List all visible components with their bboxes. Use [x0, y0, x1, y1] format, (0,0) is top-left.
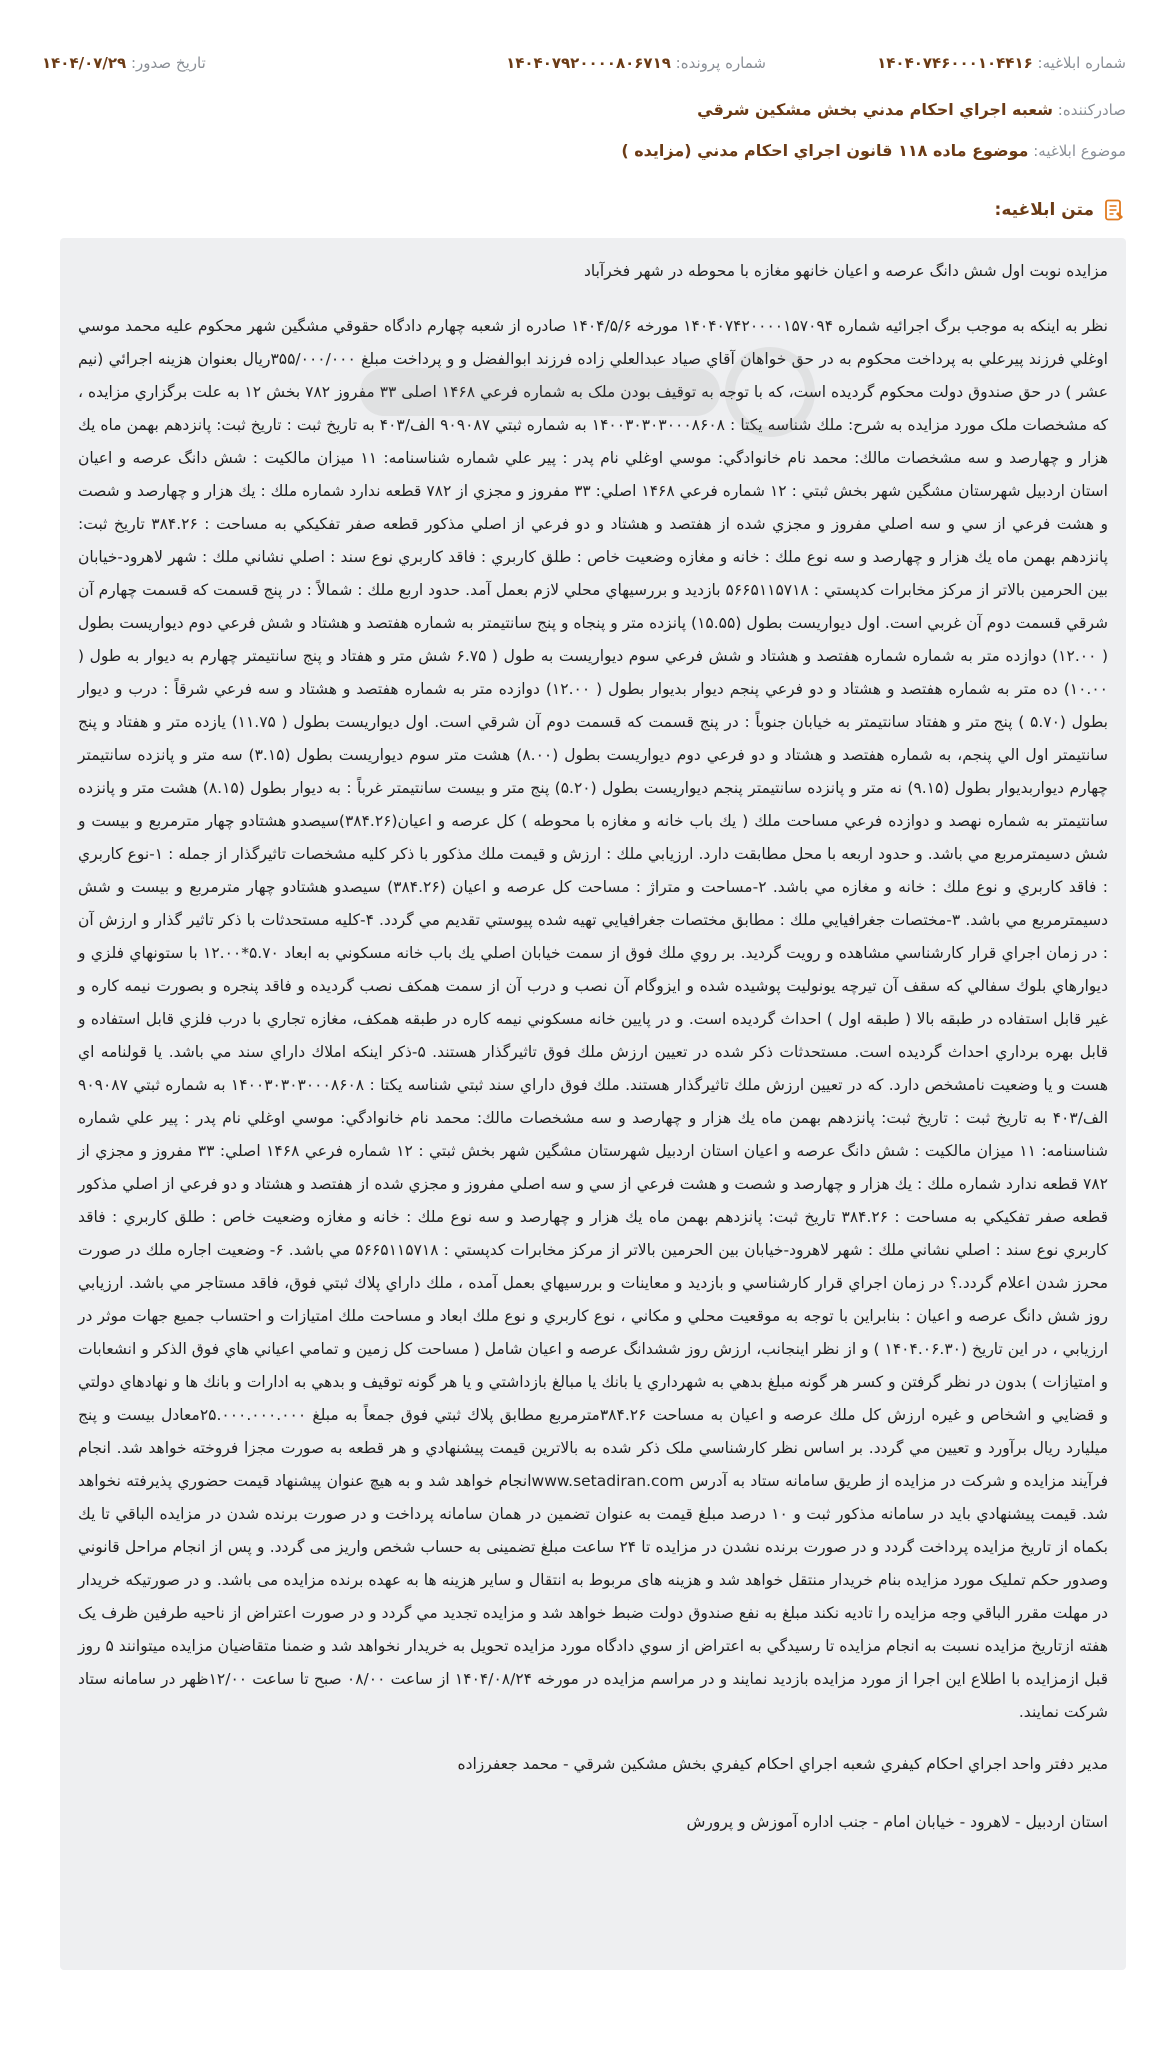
subject-line — [42, 141, 1126, 160]
case-number-value: ۱۴۰۴۰۷۹۲۰۰۰۰۸۰۶۷۱۹ — [506, 54, 671, 72]
notice-number-label: شماره ابلاغيه: — [1037, 54, 1126, 72]
case-number-field — [506, 54, 766, 72]
notice-text-heading — [995, 198, 1126, 222]
notice-number-field — [877, 54, 1126, 72]
issuer-line — [42, 100, 1126, 119]
case-number-label: شماره پرونده: — [675, 54, 766, 72]
notice-address: استان اردبيل - لاهرود - خيابان امام - جنب اداره آموزش و پرورش — [686, 1813, 1108, 1831]
subject-value: موضوع ماده ۱۱۸ قانون اجراي احكام مدني (مزايده ) — [621, 141, 1029, 160]
issue-date-value: ۱۴۰۴/۰۷/۲۹ — [42, 54, 127, 72]
notice-headline: مزايده نوبت اول شش دانگ عرصه و اعيان خانهو مغازه با محوطه در شهر فخرآباد — [583, 262, 1108, 280]
subject-label: موضوع ابلاغيه: — [1033, 142, 1126, 160]
notice-signer: مدير دفتر واحد اجراي احكام كيفري شعبه اجراي احكام كيفري بخش مشكين شرقي - محمد جعفرزاده — [457, 1755, 1108, 1773]
notice-body: نظر به اينكه به موجب برگ اجرائيه شماره ۱۴۰۴۰۷۴۲۰۰۰۰۱۵۷۰۹۴ مورخه ۱۴۰۴/۵/۶ صادره از شعبه چهارم دادگاه حقوقي مشگين شهر محكوم عليه محمد موسي اوغلي فرزند پيرعلي به پرداخت محكوم به در حق خواهان آقاي صياد عبدالعلي زاده فرزند ابوالفضل و و پرداخت مبلغ ۳۵۵/۰۰۰/۰۰۰ريال بعنوان هزينه اجرائي (نيم عشر ) در حق صندوق دولت محكوم گرديده است، كه با توجه به توقيف بودن ملک به شماره فرعي ۱۴۶۸ اصلی ۳۳ مفروز ۷۸۲ بخش ۱۲ به علت برگزاري مزايده ، كه مشخصات ملک مورد مزايده به شرح: ملك شناسه يكتا : ۱۴۰۰۳۰۳۰۳۰۰۰۸۶۰۸ به شماره ثبتي ۹۰۹۰۸۷ الف/۴۰۳ به تاريخ ثبت : تاريخ ثبت: پانزدهم بهمن ماه يك هزار و چهارصد و سه مشخصات مالك: محمد نام خانوادگي: موسي اوغلي نام پدر : پير علي شماره شناسنامه: ۱۱ ميزان مالكيت : شش دانگ عرصه و اعيان استان اردبيل شهرستان مشگين شهر بخش ثبتي : ۱۲ شماره فرعي ۱۴۶۸ اصلي: ۳۳ مفروز و مجزي از ۷۸۲ قطعه ندارد شماره ملك : يك هزار و چهارصد و شصت و هشت فرعي از سي و سه اصلي مفروز و مجزي شده از هفتصد و هشتاد و دو فرعي از اصلي مذكور قطعه صفر تفكيكي به مساحت : ۳۸۴.۲۶ تاريخ ثبت: پانزدهم بهمن ماه يك هزار و چهارصد و سه نوع ملك : خانه و مغازه وضعيت خاص : طلق كاربري : فاقد كاربري نوع سند : اصلي نشاني ملك : شهر لاهرود-خيابان بين الحرمين بالاتر از مركز مخابرات كدپستي : ۵۶۶۵۱۱۵۷۱۸ بازديد و بررسيهاي محلي لازم بعمل آمد. حدود اربع ملك : شمالاً : در پنج قسمت كه قسمت چهارم آن شرقي قسمت دوم آن غربي است. اول ديواريست بطول (۱۵.۵۵) پانزده متر و پنجاه و پنج سانتيمتر به شماره هفتصد و هشتاد و شش فرعي دوم ديواريست بطول ( ۱۲.۰۰) دوازده متر به شماره شماره هفتصد و هشتاد و شش فرعي سوم ديواريست به طول ( ۶.۷۵ شش متر و هفتاد و پنج سانتيمتر چهارم به ديوار به طول ( ۱۰.۰۰) ده متر به شماره هفتصد و هشتاد و دو فرعي پنجم ديوار بديوار بطول ( ۱۲.۰۰) دوازده متر به شماره هفتصد و هشتاد و سه فرعي شرقاً : درب و ديوار بطول (۵.۷۰ ) پنج متر و هفتاد سانتيمتر به خيابان جنوباً : در پنج قسمت كه قسمت دوم آن شرقي است. اول ديواريست بطول ( ۱۱.۷۵) يازده متر و هفتاد و پنج سانتيمتر اول الي پنجم، به شماره هفتصد و هشتاد و دو فرعي دوم ديواريست بطول (۸.۰۰) هشت متر سوم ديواريست بطول (۳.۱۵) سه متر و پانزده سانتيمتر چهارم ديواربديوار بطول (۹.۱۵) نه متر و پانزده سانتيمتر پنجم ديواريست بطول (۵.۲۰) پنج متر و بيست سانتيمتر غرباً : به ديوار بطول (۸.۱۵) هشت متر و پانزده سانتيمتر به شماره نهصد و دوازده فرعي مساحت ملك ( يك باب خانه و مغازه با محوطه ) كل عرصه و اعيان(۳۸۴.۲۶)سيصدو هشتادو چهار مترمربع و بيست و شش دسيمترمربع مي باشد. و حدود اربعه با محل مطابقت دارد. ارزيابي ملك : ارزش و قيمت ملك مذكور با ذكر كليه مشخصات تاثيرگذار از جمله : ۱-نوع كاربري : فاقد كاربري و نوع ملك : خانه و مغازه مي باشد. ۲-مساحت و متراژ : مساحت كل عرصه و اعيان (۳۸۴.۲۶) سيصدو هشتادو چهار مترمربع و بيست و شش دسيمترمربع مي باشد. ۳-مختصات جغرافيايي ملك : مطابق مختصات جغرافيايي تهيه شده پيوستي تقديم مي گردد. ۴-كليه مستحدثات با ذكر تاثير گذار و ارزش آن : در زمان اجراي قرار كارشناسي مشاهده و رويت گرديد. بر روي ملك فوق از سمت خيابان اصلي يك باب خانه مسكوني به ابعاد ۵.۷۰*۱۲.۰۰ با ستونهاي فلزي و ديوارهاي بلوك سفالي كه سقف آن تيرچه يونوليت پوشيده شده و ايزوگام آن نصب و درب آن از سمت همكف نصب گرديده و فاقد پنجره و بصورت نيمه كاره و غير قابل استفاده در طبقه بالا ( طبقه اول ) احداث گرديده است. و در پايين خانه مسكوني نيمه كاره در طبقه همكف، مغازه تجاري با درب فلزي قابل استفاده و قابل بهره برداري احداث گرديده است. مستحدثات ذكر شده در تعيين ارزش ملك فوق تاثيرگذار هستند. ۵-ذكر اينكه املاك داراي سند مي باشد. يا قولنامه اي هست و يا وضعيت نامشخص دارد. كه در تعيين ارزش ملك تاثيرگذار هستند. ملك فوق داراي سند ثبتي شناسه يكتا : ۱۴۰۰۳۰۳۰۳۰۰۰۸۶۰۸ به شماره ثبتي ۹۰۹۰۸۷ الف/۴۰۳ به تاريخ ثبت : تاريخ ثبت: پانزدهم بهمن ماه يك هزار و چهارصد و سه مشخصات مالك: محمد نام خانوادگي: موسي اوغلي نام پدر : پير علي شماره شناسنامه: ۱۱ ميزان مالكيت : شش دانگ عرصه و اعيان استان اردبيل شهرستان مشگين شهر بخش ثبتي : ۱۲ شماره فرعي ۱۴۶۸ اصلي: ۳۳ مفروز و مجزي از ۷۸۲ قطعه ندارد شماره ملك : يك هزار و چهارصد و شصت و هشت فرعي از سي و سه اصلي مفروز و مجزي شده از هفتصد و هشتاد و دو فرعي از اصلي مذكور قطعه صفر تفكيكي به مساحت : ۳۸۴.۲۶ تاريخ ثبت: پانزدهم بهمن ماه يك هزار و چهارصد و سه نوع ملك : خانه و مغازه وضعيت خاص : طلق كاربري : فاقد كاربري نوع سند : اصلي نشاني ملك : شهر لاهرود-خيابان بين الحرمين بالاتر از مركز مخابرات كدپستي : ۵۶۶۵۱۱۵۷۱۸ مي باشد. ۶- وضعيت اجاره ملك در صورت محرز شدن اعلام گردد.؟ در زمان اجراي قرار كارشناسي و بازديد و معاينات و بررسيهاي بعمل آمده ، ملك داراي پلاك ثبتي فوق، فاقد مستاجر مي باشد. ارزيابي روز شش دانگ عرصه و اعيان : بنابراين با توجه به موقعيت محلي و مكاني ، نوع كاربري و نوع ملك ابعاد و مساحت ملك امتيازات و احتساب جميع جهات موثر در ارزيابي ، در اين تاريخ (۱۴۰۴.۰۶.۳۰ ) و از نظر اينجانب، ارزش روز ششدانگ عرصه و اعيان شامل ( مساحت كل زمين و تمامي اعياني هاي فوق الذكر و انشعابات و امتيازات ) بدون در نظر گرفتن و كسر هر گونه مبلغ بدهي به شهرداري يا بانك يا مبالغ بازداشتي و يا هر گونه توقيف و بدهي به ادارات و بانك ها و نهادهاي دولتي و قضايي و اشخاص و غيره ارزش كل ملك عرصه و اعيان به مساحت ۳۸۴.۲۶مترمربع مطابق پلاك ثبتي فوق جمعاً به مبلغ ۲۵.۰۰۰.۰۰۰.۰۰۰معادل بيست و پنج ميليارد ريال برآورد و تعيين مي گردد. بر اساس نظر كارشناسي ملک ذكر شده به بالاترين قيمت پيشنهادي و هر قطعه به صورت مجزا فروخته خواهد شد. انجام فرآيند مزايده و شركت در مزايده از طريق سامانه ستاد به آدرس www.setadiran.comانجام خواهد شد و به هيچ عنوان پيشنهاد قيمت حضوري پذيرفته نخواهد شد. قيمت پيشنهادي بايد در سامانه مذكور ثبت و ۱۰ درصد مبلغ قيمت به عنوان تضمين در همان سامانه پرداخت و در صورت برنده شدن در مزايده الباقي تا يك بكماه از تاريخ مزايده پرداخت گردد و در صورت برنده نشدن در مزايده تا ۲۴ ساعت مبلغ تضمینی به حساب شخص واريز می گردد. و پس از انجام مراحل قانوني وصدور حکم تملیک مورد مزایده بنام خریدار منتقل خواهد شد و هزینه های مربوط به انتقال و سایر هزینه ها به عهده برنده مزایده می باشد. و در صورتیکه خریدار در مهلت مقرر الباقي وجه مزايده را تاديه نكند مبلغ به نفع صندوق دولت ضبط خواهد شد و مزايده تجديد مي گردد و در صورت اعتراض از ناحيه طرفين ظرف يک هفته ازتاريخ مزايده نسبت به انجام مزايده تا رسيدگي به اعتراض از سوي دادگاه مورد مزايده تحويل به خريدار نخواهد شد و ضمنا متقاضيان مزايده ميتوانند ۵ روز قبل ازمزايده با اطلاع اين اجرا از مورد مزايده بازديد نمايند و در مراسم مزايده در مورخه ۱۴۰۴/۰۸/۲۴ از ساعت ۰۸/۰۰ صبح تا ساعت ۱۲/۰۰ظهر در سامانه ستاد شركت نمايند. — [78, 317, 1109, 1721]
issue-date-field — [42, 54, 206, 72]
section-title: متن ابلاغيه: — [994, 200, 1094, 220]
notice-meta-row — [42, 54, 1126, 78]
issuer-value: شعبه اجراي احكام مدني بخش مشكين شرقي — [697, 100, 1053, 119]
issuer-label: صادركننده: — [1057, 101, 1126, 119]
notice-number-value: ۱۴۰۴۰۷۴۶۰۰۰۱۰۴۴۱۶ — [877, 54, 1033, 72]
issue-date-label: تاريخ صدور: — [130, 54, 206, 72]
document-text-icon — [1102, 198, 1126, 222]
notice-text-box — [60, 238, 1126, 1970]
